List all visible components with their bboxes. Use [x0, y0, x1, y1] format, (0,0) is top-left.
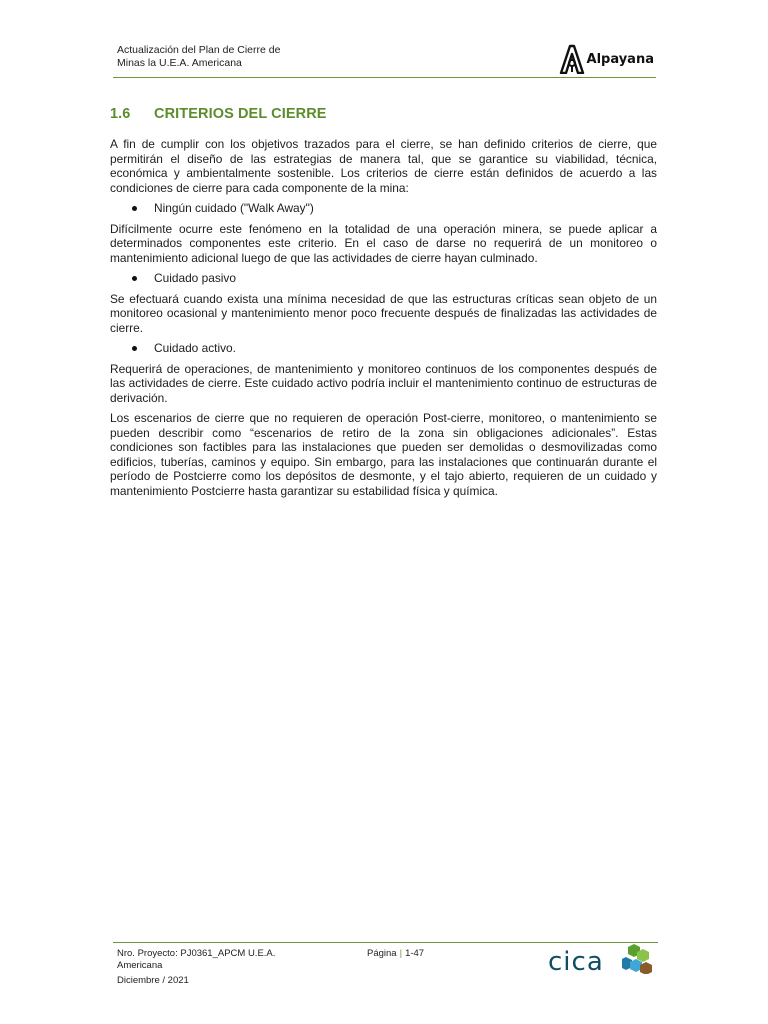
bullet-icon [132, 206, 137, 211]
closing-paragraph: Los escenarios de cierre que no requieren de operación Post-cierre, monitoreo, o mantenimiento se pueden describir como “escenarios de retiro de la zona sin obligaciones adicionales”. Estas condiciones son factibles para las instalaciones que pueden ser demolidas o desmovilizadas como edificios, tuberías, caminos y equipo. Sin embargo, para las instalaciones que continuarán durante el período de Postcierre como los depósitos de desmonte, y el tajo abierto, requieren de un cuidado y mantenimiento Postcierre hasta garantizar su estabilidad física y química. [110, 411, 657, 498]
footer-divider [113, 942, 658, 943]
page-indicator [367, 948, 424, 959]
document-title [117, 44, 280, 69]
criterion-bullet [132, 271, 657, 286]
criterion-label: Ningún cuidado ("Walk Away") [154, 201, 314, 215]
cica-logo-text: cica [548, 947, 604, 977]
section-number: 1.6 [110, 106, 131, 122]
intro-paragraph: A fin de cumplir con los objetivos trazados para el cierre, se han definido criterios de cierre, que permitirán el diseño de las estrategias de manera tal, que se garantice su viabilidad, técnica, económica y ambientalmente sostenible. Los criterios de cierre están definidos de acuerdo a las condiciones de cierre para cada componente de la mina: [110, 137, 657, 195]
criterion-description: Se efectuará cuando exista una mínima necesidad de que las estructuras críticas sean objeto de un monitoreo ocasional y mantenimiento menor poco frecuente después de finalizadas las actividades de cierre. [110, 291, 657, 335]
cica-logo-icon [622, 944, 656, 974]
page-separator: | [399, 948, 403, 959]
criterion-label: Cuidado pasivo [154, 271, 236, 285]
section-body [110, 137, 657, 504]
page-label: Página [367, 948, 397, 959]
section-title: CRITERIOS DEL CIERRE [154, 106, 327, 122]
alpayana-logo [559, 44, 654, 74]
bullet-icon [132, 276, 137, 281]
criterion-description: Requerirá de operaciones, de mantenimiento y monitoreo continuos de los componentes después de las actividades de cierre. Este cuidado activo podría incluir el mantenimiento continuo de estructuras de derivación. [110, 361, 657, 405]
criterion-label: Cuidado activo. [154, 341, 236, 355]
footer-date: Diciembre / 2021 [117, 975, 189, 986]
document-title-line2: Minas la U.E.A. Americana [117, 56, 242, 69]
document-title-line1: Actualización del Plan de Cierre de [117, 44, 281, 56]
alpayana-logo-icon [559, 44, 585, 74]
criterion-description: Difícilmente ocurre este fenómeno en la totalidad de una operación minera, se puede aplicar a determinados componentes este criterio. En el caso de darse no requerirá de un monitoreo o mantenimiento adicional luego de que las actividades de cierre hayan culminado. [110, 221, 657, 265]
project-number-line2: Americana [117, 959, 163, 971]
footer-project [117, 948, 275, 971]
page-header [117, 44, 656, 78]
bullet-icon [132, 346, 137, 351]
alpayana-logo-text: Alpayana [586, 51, 654, 67]
criterion-bullet [132, 341, 657, 356]
header-divider [113, 77, 656, 78]
project-number-line1: Nro. Proyecto: PJ0361_APCM U.E.A. [117, 948, 276, 959]
page-number: 1-47 [405, 948, 425, 959]
criterion-bullet [132, 201, 657, 216]
section-heading [110, 106, 327, 122]
